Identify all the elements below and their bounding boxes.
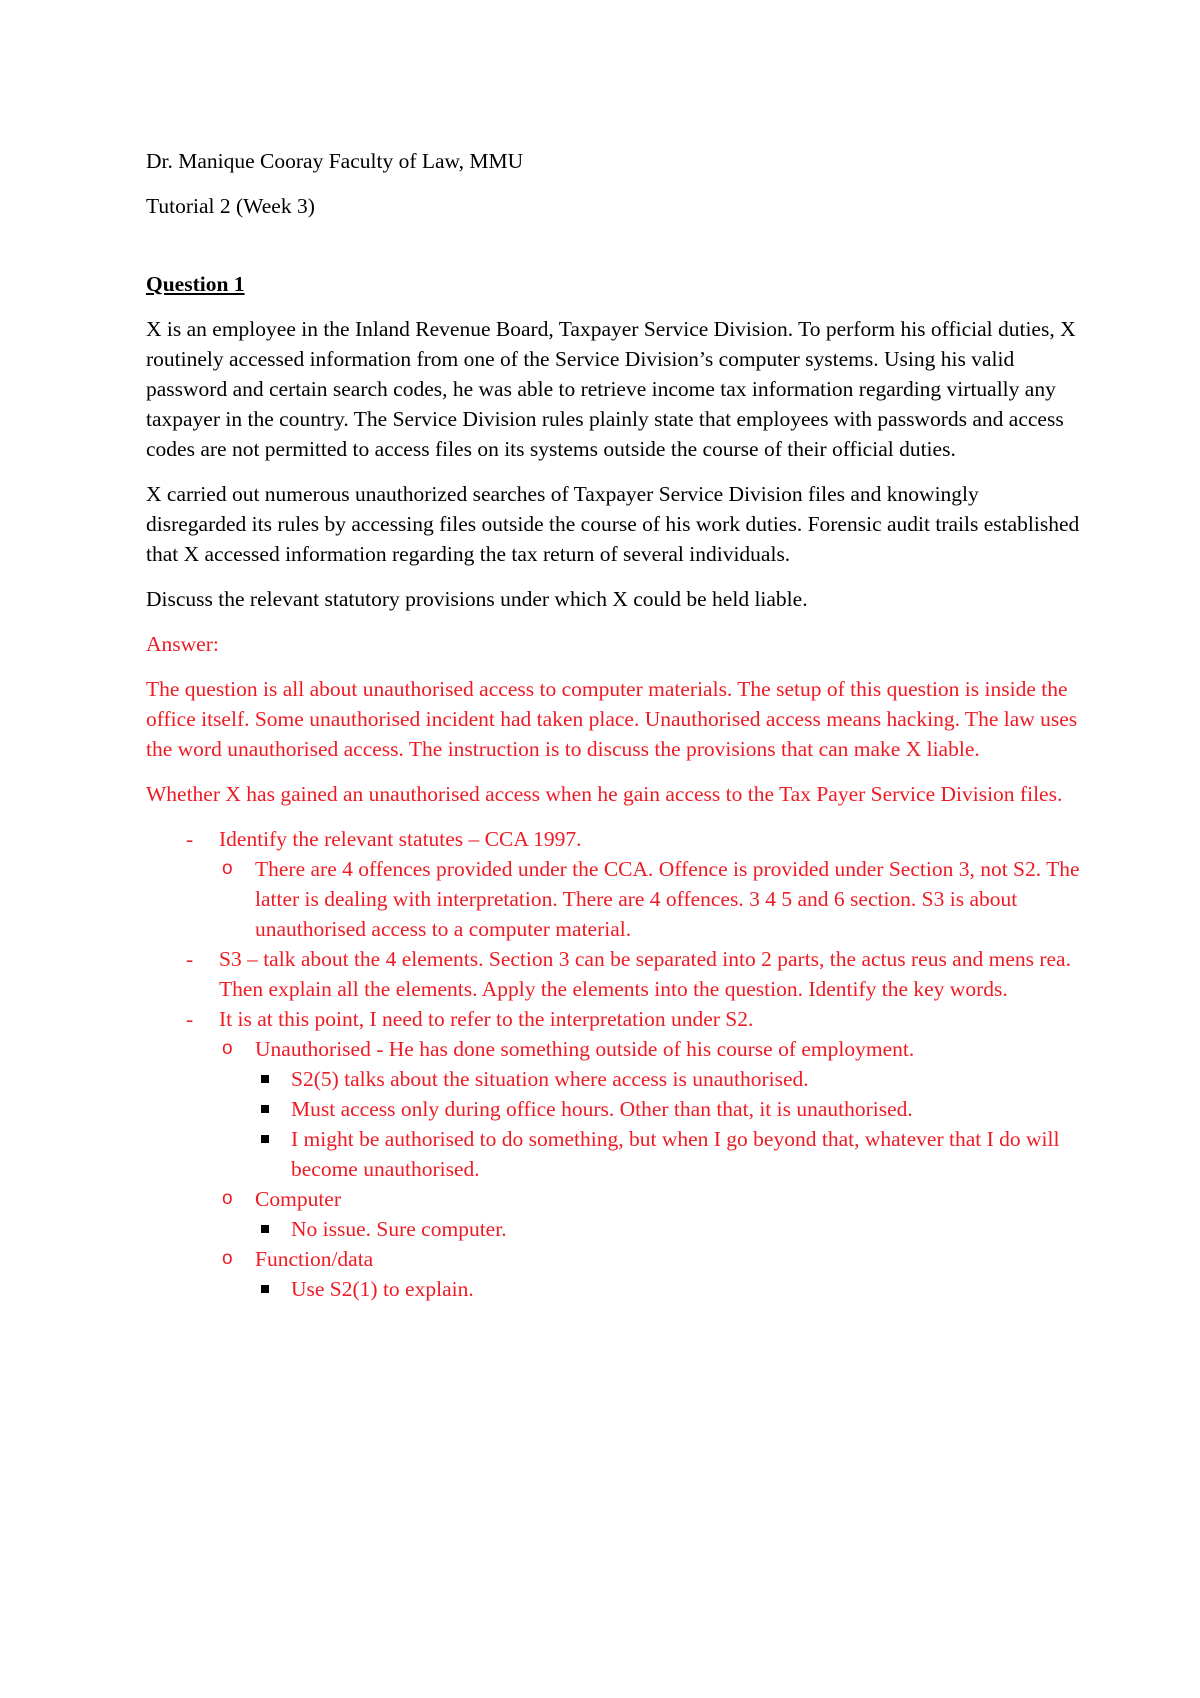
square-bullet-icon <box>261 1225 269 1233</box>
list-item <box>146 944 1081 1004</box>
list-item-text: Use S2(1) to explain. <box>291 1277 474 1301</box>
list-item <box>255 1064 1081 1094</box>
square-bullet-icon <box>261 1105 269 1113</box>
circle-marker: o <box>222 858 233 879</box>
sub-sub-list <box>255 1064 1081 1184</box>
document-page <box>146 146 1081 1304</box>
sub-list <box>219 854 1081 944</box>
list-item <box>255 1214 1081 1244</box>
sub-list <box>219 1034 1081 1304</box>
dash-marker: - <box>186 827 194 851</box>
list-item <box>146 824 1081 944</box>
list-item-text: It is at this point, I need to refer to the interpretation under S2. <box>219 1007 754 1031</box>
circle-marker: o <box>222 1038 233 1059</box>
sub-sub-list <box>255 1214 1081 1244</box>
list-item <box>219 1184 1081 1244</box>
list-item <box>219 1034 1081 1184</box>
list-item-text: There are 4 offences provided under the CCA. Offence is provided under Section 3, not S2. The latter is dealing with interpretation. There are 4 offences. 3 4 5 and 6 section. S3 is about unauthorised access to a computer material. <box>255 857 1080 941</box>
author-line: Dr. Manique Cooray Faculty of Law, MMU <box>146 149 524 173</box>
list-item-text: S3 – talk about the 4 elements. Section 3 can be separated into 2 parts, the actus reus and mens rea. Then explain all the elements. Apply the elements into the question. Identify the key words. <box>219 947 1071 1001</box>
question-heading: Question 1 <box>146 272 245 296</box>
square-bullet-icon <box>261 1135 269 1143</box>
list-item-text: No issue. Sure computer. <box>291 1217 507 1241</box>
answer-paragraph: Whether X has gained an unauthorised access when he gain access to the Tax Payer Service Division files. <box>146 782 1063 806</box>
list-item-text: Identify the relevant statutes – CCA 1997. <box>219 827 582 851</box>
answer-bullet-list <box>146 824 1081 1304</box>
list-item-text: Must access only during office hours. Other than that, it is unauthorised. <box>291 1097 913 1121</box>
dash-marker: - <box>186 947 194 971</box>
square-bullet-icon <box>261 1075 269 1083</box>
list-item-text: Computer <box>255 1187 341 1211</box>
tutorial-title: Tutorial 2 (Week 3) <box>146 194 315 218</box>
list-item-text: I might be authorised to do something, but when I go beyond that, whatever that I do will become unauthorised. <box>291 1127 1060 1181</box>
sub-sub-list <box>255 1274 1081 1304</box>
circle-marker: o <box>222 1188 233 1209</box>
question-paragraph: Discuss the relevant statutory provisions under which X could be held liable. <box>146 587 808 611</box>
list-item <box>219 1244 1081 1304</box>
list-item <box>255 1094 1081 1124</box>
list-item-text: S2(5) talks about the situation where access is unauthorised. <box>291 1067 809 1091</box>
list-item <box>219 854 1081 944</box>
circle-marker: o <box>222 1248 233 1269</box>
square-bullet-icon <box>261 1285 269 1293</box>
list-item-text: Function/data <box>255 1247 374 1271</box>
list-item <box>255 1124 1081 1184</box>
question-paragraph: X carried out numerous unauthorized searches of Taxpayer Service Division files and knowingly disregarded its rules by accessing files outside the course of his work duties. Forensic audit trails established that X accessed information regarding the tax return of several individuals. <box>146 482 1080 566</box>
list-item <box>255 1274 1081 1304</box>
list-item <box>146 1004 1081 1304</box>
answer-label: Answer: <box>146 632 219 656</box>
list-item-text: Unauthorised - He has done something outside of his course of employment. <box>255 1037 915 1061</box>
answer-paragraph: The question is all about unauthorised access to computer materials. The setup of this question is inside the office itself. Some unauthorised incident had taken place. Unauthorised access means hacking. The law uses the word unauthorised access. The instruction is to discuss the provisions that can make X liable. <box>146 677 1078 761</box>
dash-marker: - <box>186 1007 194 1031</box>
question-paragraph: X is an employee in the Inland Revenue Board, Taxpayer Service Division. To perform his official duties, X routinely accessed information from one of the Service Division’s computer systems. Using his valid password and certain search codes, he was able to retrieve income tax information regarding virtually any taxpayer in the country. The Service Division rules plainly state that employees with passwords and access codes are not permitted to access files on its systems outside the course of their official duties. <box>146 317 1076 461</box>
